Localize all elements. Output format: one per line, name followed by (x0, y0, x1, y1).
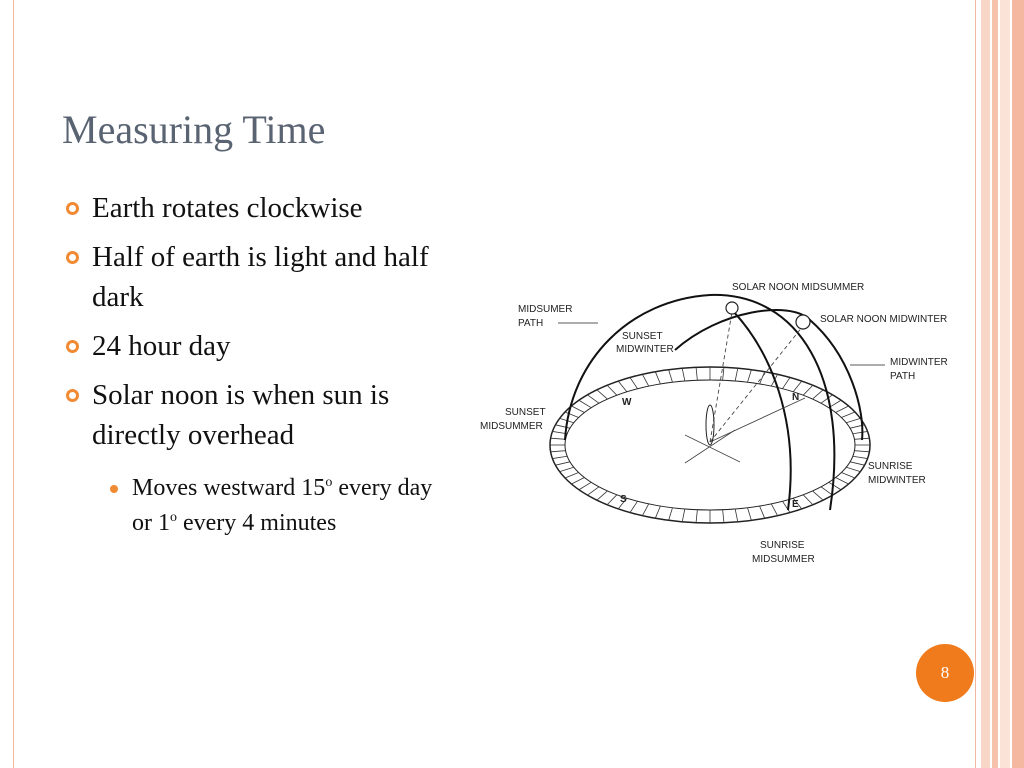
compass-tick (642, 504, 648, 516)
compass-tick (630, 501, 638, 512)
ground-line (685, 430, 735, 463)
compass-tick (813, 491, 824, 500)
compass-w: W (622, 397, 632, 408)
sub-bullet-marker (110, 485, 118, 493)
frame-left-line (13, 0, 14, 768)
compass-tick (587, 395, 598, 403)
frame-stripe (1012, 0, 1024, 768)
compass-n: N (792, 392, 800, 403)
compass-tick (655, 506, 660, 518)
compass-tick (696, 510, 697, 523)
compass-tick (846, 418, 860, 422)
slide-title: Measuring Time (62, 107, 326, 152)
compass-tick (630, 377, 638, 388)
compass-tick (803, 495, 813, 505)
sub-bullet-text-b: every day or 1 (132, 475, 433, 536)
bullet-text: Earth rotates clockwise (92, 192, 363, 224)
compass-tick (579, 400, 591, 407)
compass-tick (555, 425, 569, 428)
sun-midwinter (796, 315, 810, 329)
midwinter-path (675, 310, 862, 440)
label-sunrise-midwinter: MIDWINTER (868, 475, 926, 486)
frame-stripe (981, 0, 990, 768)
compass-tick (587, 487, 598, 495)
label-midwinter-path: PATH (890, 371, 916, 382)
frame-stripe (1000, 0, 1010, 768)
compass-tick (783, 377, 791, 388)
sub-bullet-item (106, 471, 436, 541)
slide-number-badge: 8 (916, 644, 974, 702)
compass-tick (836, 406, 849, 413)
frame-stripe (992, 0, 998, 768)
sun-ray (710, 312, 732, 442)
compass-tick (793, 381, 802, 392)
label-sunset-midsummer: SUNSET (505, 407, 546, 418)
compass-tick (821, 395, 832, 403)
label-midsummer-path: PATH (518, 318, 544, 329)
bullet-marker (66, 340, 79, 353)
degree-sup: o (170, 510, 177, 525)
sub-bullet-list (106, 471, 436, 541)
compass-tick (748, 370, 752, 383)
compass-tick (682, 368, 685, 381)
compass-tick (723, 367, 724, 380)
compass-tick (552, 456, 567, 458)
label-midwinter-path: MIDWINTER (890, 357, 948, 368)
compass-tick (642, 374, 648, 386)
bullet-item (66, 375, 436, 541)
compass-tick (829, 482, 841, 489)
compass-tick (760, 506, 765, 518)
compass-tick (836, 478, 849, 485)
bullet-text: Solar noon is when sun is directly overhead (92, 379, 390, 451)
bullet-text: Half of earth is light and half dark (92, 241, 429, 313)
compass-tick (555, 462, 569, 465)
compass-tick (850, 462, 864, 465)
sun-path-diagram (470, 270, 980, 590)
label-midsummer-path: MIDSUMER (518, 304, 573, 315)
compass-tick (748, 508, 752, 521)
compass-s: S (620, 494, 627, 505)
compass-tick (607, 385, 617, 395)
label-sunset-midsummer: MIDSUMMER (480, 421, 543, 432)
compass-tick (669, 370, 673, 383)
compass-tick (579, 482, 591, 489)
compass-tick (696, 367, 697, 380)
compass-tick (735, 509, 738, 522)
compass-tick (571, 406, 584, 413)
degree-sup: o (325, 475, 333, 490)
compass-e: E (792, 499, 799, 510)
compass-tick (846, 467, 860, 471)
compass-tick (771, 504, 777, 516)
compass-tick (571, 478, 584, 485)
compass-tick (597, 390, 608, 399)
compass-tick (821, 487, 832, 495)
label-solar-noon-midwinter: SOLAR NOON MIDWINTER (820, 314, 948, 325)
label-sunset-midwinter: MIDWINTER (616, 344, 674, 355)
label-sunset-midwinter: SUNSET (622, 331, 663, 342)
compass-tick (735, 368, 738, 381)
sun-midsummer (726, 302, 738, 314)
compass-tick (565, 472, 579, 477)
compass-tick (723, 510, 724, 523)
compass-tick (551, 438, 566, 439)
compass-tick (803, 385, 813, 395)
label-sunrise-midsummer: SUNRISE (760, 540, 805, 551)
compass-tick (854, 451, 869, 452)
compass-tick (669, 508, 673, 521)
compass-tick (853, 456, 868, 458)
compass-tick (551, 451, 566, 452)
bullet-marker (66, 202, 79, 215)
bullet-marker (66, 389, 79, 402)
compass-tick (841, 412, 855, 417)
compass-tick (565, 412, 579, 417)
compass-tick (841, 472, 855, 477)
bullet-list (66, 188, 436, 550)
sub-bullet-text-a: Moves westward 15 (132, 475, 326, 501)
sun-ray (710, 398, 805, 442)
bullet-item (66, 326, 436, 366)
compass-tick (655, 372, 660, 384)
compass-tick (853, 431, 868, 433)
compass-tick (618, 381, 627, 392)
sub-bullet-text-c: every 4 minutes (177, 510, 337, 536)
compass-tick (760, 372, 765, 384)
bullet-marker (66, 251, 79, 264)
bullet-text: 24 hour day (92, 330, 231, 362)
noon-arc (732, 310, 791, 510)
label-sunrise-midsummer: MIDSUMMER (752, 554, 815, 565)
bullet-item (66, 237, 436, 317)
compass-tick (597, 491, 608, 500)
bullet-item (66, 188, 436, 228)
label-solar-noon-midsummer: SOLAR NOON MIDSUMMER (732, 282, 865, 293)
compass-tick (813, 390, 824, 399)
label-sunrise-midwinter: SUNRISE (868, 461, 913, 472)
compass-tick (682, 509, 685, 522)
compass-tick (607, 495, 617, 505)
compass-tick (560, 467, 574, 471)
